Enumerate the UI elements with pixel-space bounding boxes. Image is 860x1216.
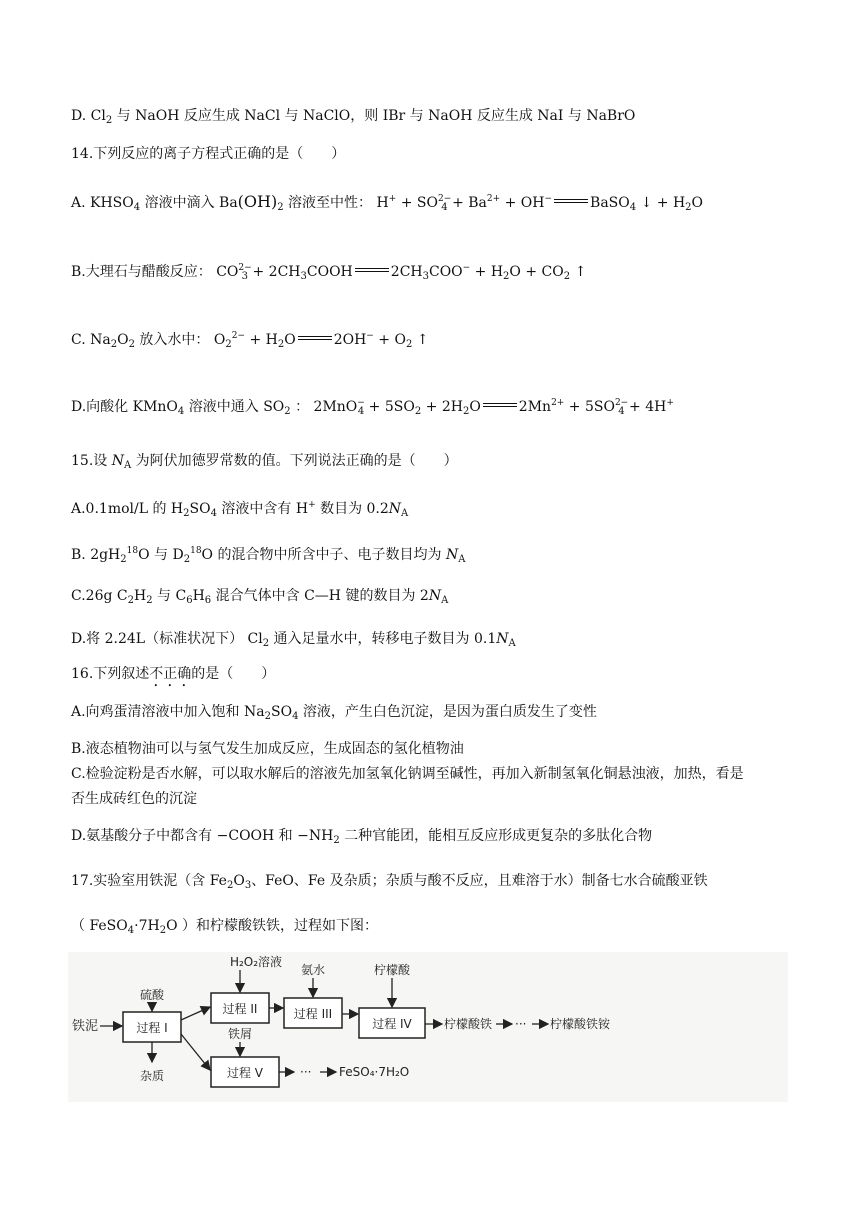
q13-option-d: D. $Cl_2$ 与 NaOH 反应生成 NaCl 与 NaClO，则 IBr 与 NaOH 反应生成 NaI 与 NaBrO <box>71 108 636 126</box>
iron-filings-label: 铁屑 <box>227 1027 253 1041</box>
process-5-label: 过程 V <box>226 1066 264 1080</box>
q14-option-c: C. $Na_2O_2$ 放入水中： $O_2^{2-} + H_2O$ $2OH^- + O_2$ ↑ <box>71 331 429 350</box>
q15-option-a: A.0.1mol/L 的 $H_2SO_4$ 溶液中含有 H+ 数目为 $0.2N_A$ <box>71 500 409 519</box>
ammonia-label: 氨水 <box>300 963 326 977</box>
q16-option-c-line1: C.检验淀粉是否水解，可以取水解后的溶液先加氢氧化钠调至碱性，再加入新制氢氧化铜悬浊液，加热，看是 <box>71 766 744 782</box>
q15-option-d: D.将 2.24L（标准状况下） $Cl_2$ 通入足量水中，转移电子数目为 $0.1N_A$ <box>71 631 516 649</box>
process-2-label: 过程 II <box>222 1002 258 1016</box>
q16-stem: 16.下列叙述不正确的是（ ） <box>71 666 276 682</box>
ellipsis-1: ··· <box>515 1017 527 1031</box>
sulfuric-acid-label: 硫酸 <box>139 988 165 1002</box>
q14-option-b: B.大理石与醋酸反应： $CO^{2-}_3$ + $2CH_3COOH$ $2CH_3COO^- + H_2O + CO_2$ ↑ <box>71 263 587 282</box>
q17-stem: 17.实验室用铁泥（含 $Fe_2O_3$、FeO、Fe 及杂质；杂质与酸不反应，且难溶于水）制备七水合硫酸亚铁 <box>71 873 708 891</box>
feso4-product-label: FeSO₄·7H₂O <box>339 1065 410 1079</box>
ferric-citrate-label: 柠檬酸铁 <box>444 1017 493 1031</box>
q17-stem-line2: （ $FeSO_4\cdot 7H_2O$ ）和柠檬酸铁铁，过程如下图： <box>71 918 379 936</box>
ellipsis-2: ··· <box>300 1065 312 1079</box>
process-3-label: 过程 III <box>293 1007 333 1021</box>
h2o2-label: H₂O₂溶液 <box>229 955 283 969</box>
iron-mud-label: 铁泥 <box>72 1019 99 1034</box>
q14-option-a: A. $KHSO_4$ 溶液中滴入 $Ba(OH)_2$ 溶液至中性： $H^+ + SO^{2-}_4 + Ba^{2+} + OH^-$ BaSO$_4$ ↓ + $H_2O$ <box>71 192 704 213</box>
q15-option-c: C.26g $C_2H_2$ 与 $C_6H_6$ 混合气体中含 C—H 键的数目为 $2N_A$ <box>71 588 449 606</box>
q15-stem: 15.设 $N_A$ 为阿伏加德罗常数的值。下列说法正确的是（ ） <box>71 453 458 471</box>
impurity-label: 杂质 <box>139 1069 165 1083</box>
q16-option-c-line2: 否生成砖红色的沉淀 <box>71 791 197 807</box>
q14-option-d: D.向酸化 KMnO$_4$ 溶液中通入 $SO_2$ ： $2MnO^-_4 + 5SO_2 + 2H_2O$ $2Mn^{2+} + 5SO^{2-}_4 + 4H^+$ <box>71 398 674 417</box>
ferric-ammonium-citrate-label: 柠檬酸铁铵 <box>550 1017 611 1031</box>
process-4-label: 过程 IV <box>372 1017 412 1031</box>
q16-option-d: D.氨基酸分子中都含有 −COOH 和 $-NH_2$ 二种官能团，能相互反应形成更复杂的多肽化合物 <box>71 828 653 846</box>
process-flow-diagram <box>68 952 788 1102</box>
q16-option-a: A.向鸡蛋清溶液中加入饱和 $Na_2SO_4$ 溶液，产生白色沉淀，是因为蛋白质发生了变性 <box>71 704 597 722</box>
q16-option-b: B.液态植物油可以与氢气发生加成反应，生成固态的氢化植物油 <box>71 741 464 757</box>
q14-stem: 14.下列反应的离子方程式正确的是（ ） <box>71 146 346 162</box>
process-1-label: 过程 I <box>136 1021 168 1035</box>
citric-acid-label: 柠檬酸 <box>373 963 411 977</box>
q15-option-b: B. $2gH_2^{18}O$ 与 $D_2^{18}O$ 的混合物中所含中子、电子数目均为 $N_A$ <box>71 546 466 565</box>
